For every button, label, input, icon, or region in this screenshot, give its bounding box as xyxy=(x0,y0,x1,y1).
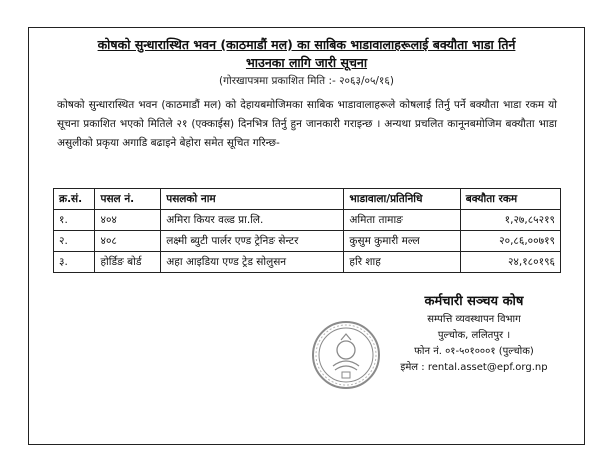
cell-shop-name: लक्ष्मी ब्युटी पार्लर एण्ड ट्रेनिङ सेन्टर xyxy=(161,231,344,252)
cell-shop-no: ४०८ xyxy=(95,231,161,252)
cell-shop-no: होर्डिङ बोर्ड xyxy=(95,252,161,273)
header-serial: क्र.सं. xyxy=(54,189,95,210)
header-shop-name: पसलको नाम xyxy=(161,189,344,210)
header-shop-no: पसल नं. xyxy=(95,189,161,210)
table-row xyxy=(54,231,561,252)
notice-frame xyxy=(28,27,585,445)
epf-seal-icon xyxy=(311,320,381,390)
cell-serial: १. xyxy=(54,210,95,231)
notice-title-line1: कोषको सुन्धारास्थित भवन (काठमाडौं मल) का साबिक भाडावालाहरूलाई बक्यौता भाडा तिर्न xyxy=(97,37,516,52)
table-row xyxy=(54,252,561,273)
issuer-email[interactable]: इमेल : rental.asset@epf.org.np xyxy=(400,362,548,373)
cell-shop-name: अमिरा कियर वल्र्ड प्रा.लि. xyxy=(161,210,344,231)
header-amount: बक्यौता रकम xyxy=(460,189,560,210)
table-row xyxy=(54,210,561,231)
notice-body: कोषको सुन्धारास्थित भवन (काठमाडौं मल) को देहायबमोजिमका साबिक भाडावालाहरूले कोषलाई तिर्नु पर्ने बक्यौता भाडा रकम यो सूचना प्रकाशित भएको मितिले २१ (एक्काईस) दिनभित्र तिर्नु हुन जानकारी गराइन्छ । अन्यथा प्रचलित कानूनबमोजिम बक्यौता भाडा असुलीको प्रकृया अगाडि बढाइने बेहोरा समेत सूचित गरिन्छ- xyxy=(57,99,557,149)
cell-shop-name: अहा आइडिया एण्ड ट्रेड सोलुसन xyxy=(161,252,344,273)
cell-tenant: अमिता तामाङ xyxy=(344,210,460,231)
issuer-phone: फोन नं. ०१-५०१०००१ (पुल्चोक) xyxy=(414,346,534,357)
cell-amount: १,२७,८५२१९ xyxy=(460,210,560,231)
dues-table xyxy=(53,188,561,273)
published-date: (गोरखापत्रमा प्रकाशित मिति :- २०६३/०५/१६) xyxy=(219,75,394,87)
cell-tenant: कुसुम कुमारी मल्ल xyxy=(344,231,460,252)
issuer-name: कर्मचारी सञ्चय कोष xyxy=(424,294,524,309)
issuer-address: पुल्चोक, ललितपुर । xyxy=(437,330,511,341)
cell-amount: २०,८६,००७१९ xyxy=(460,231,560,252)
issuer-block xyxy=(374,294,574,376)
notice-title-line2: भाउनका लागि जारी सूचना xyxy=(245,55,368,70)
cell-shop-no: ४०४ xyxy=(95,210,161,231)
cell-amount: २४,१८०१९६ xyxy=(460,252,560,273)
cell-serial: ३. xyxy=(54,252,95,273)
header-tenant: भाडावाला/प्रतिनिधि xyxy=(344,189,460,210)
cell-tenant: हरि शाह xyxy=(344,252,460,273)
issuer-department: सम्पत्ति व्यवस्थापन विभाग xyxy=(427,314,521,325)
cell-serial: २. xyxy=(54,231,95,252)
table-header-row xyxy=(54,189,561,210)
